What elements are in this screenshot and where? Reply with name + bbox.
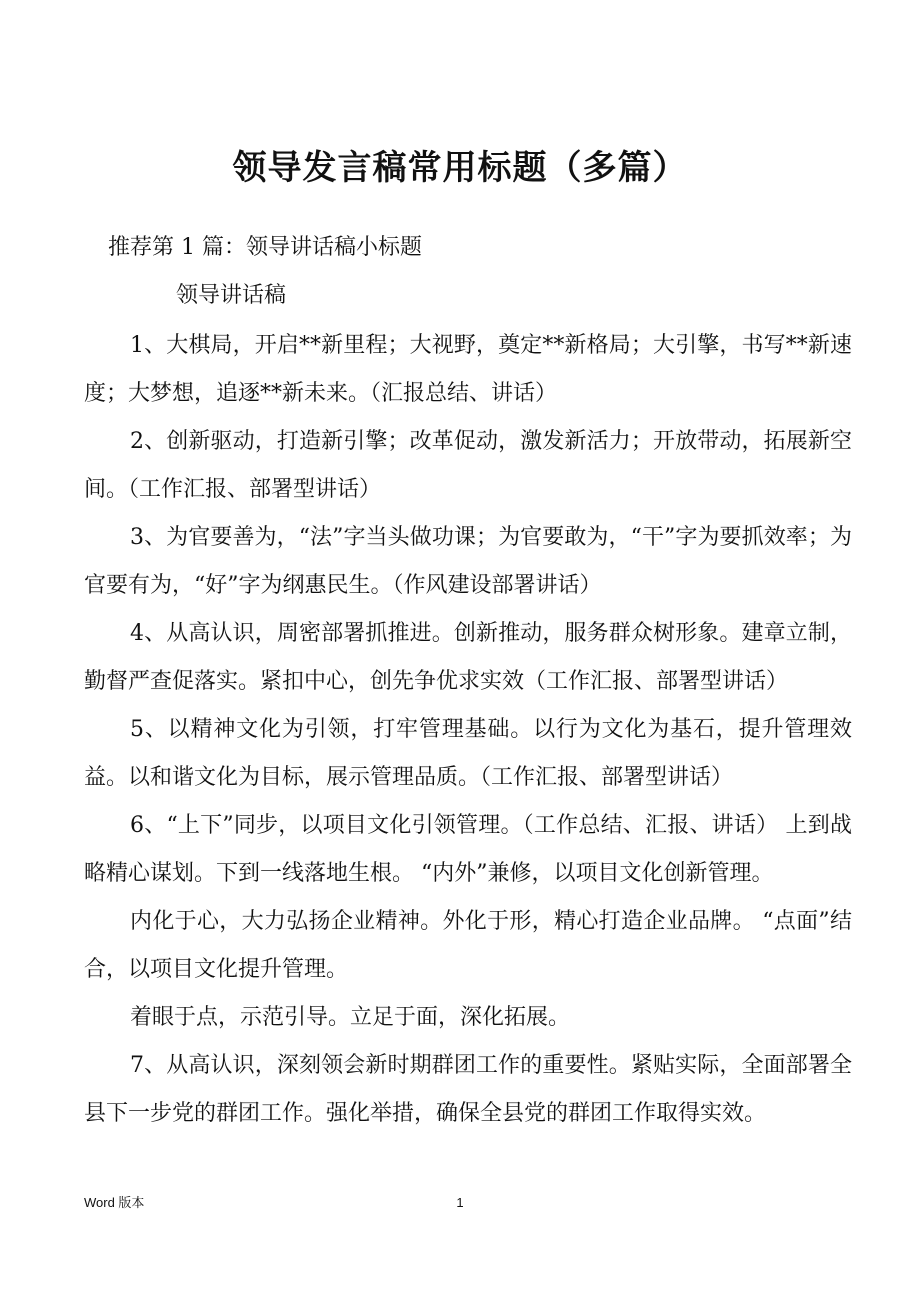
paragraph-5: 5、以精神文化为引领，打牢管理基础。以行为文化为基石，提升管理效益。以和谐文化为目标，展示管理品质。（工作汇报、部署型讲话）: [84, 717, 852, 790]
section-heading: 领导讲话稿: [176, 283, 287, 308]
document-title: 领导发言稿常用标题（多篇）: [232, 148, 688, 188]
paragraph-1: 1、大棋局，开启**新里程；大视野，奠定**新格局；大引擎，书写**新速度；大梦想，追逐**新未来。（汇报总结、讲话）: [84, 333, 852, 406]
paragraph-7: 内化于心，大力弘扬企业精神。外化于形，精心打造企业品牌。 “点面”结合，以项目文化提升管理。: [84, 909, 852, 982]
paragraph-9: 7、从高认识，深刻领会新时期群团工作的重要性。紧贴实际，全面部署全县下一步党的群团工作。强化举措，确保全县党的群团工作取得实效。: [84, 1053, 852, 1126]
footer-word-version: Word 版本: [84, 1195, 145, 1210]
paragraph-2: 2、创新驱动，打造新引擎；改革促动，激发新活力；开放带动，拓展新空间。（工作汇报、部署型讲话）: [84, 429, 852, 502]
document-body: [84, 322, 852, 1138]
paragraph-4: 4、从高认识，周密部署抓推进。创新推动，服务群众树形象。建章立制，勤督严查促落实。紧扣中心，创先争优求实效（工作汇报、部署型讲话）: [84, 621, 852, 694]
paragraph-3: 3、为官要善为，“法”字当头做功课；为官要敢为，“干”字为要抓效率；为官要有为，“好”字为纲惠民生。（作风建设部署讲话）: [84, 525, 852, 598]
paragraph-8: 着眼于点，示范引导。立足于面，深化拓展。: [130, 1005, 571, 1030]
paragraph-6: 6、“上下”同步，以项目文化引领管理。（工作总结、汇报、讲话） 上到战略精心谋划。下到一线落地生根。 “内外”兼修，以项目文化创新管理。: [84, 813, 852, 886]
recommend-heading: 推荐第 1 篇：领导讲话稿小标题: [108, 235, 422, 260]
footer-page-number: 1: [456, 1195, 464, 1210]
